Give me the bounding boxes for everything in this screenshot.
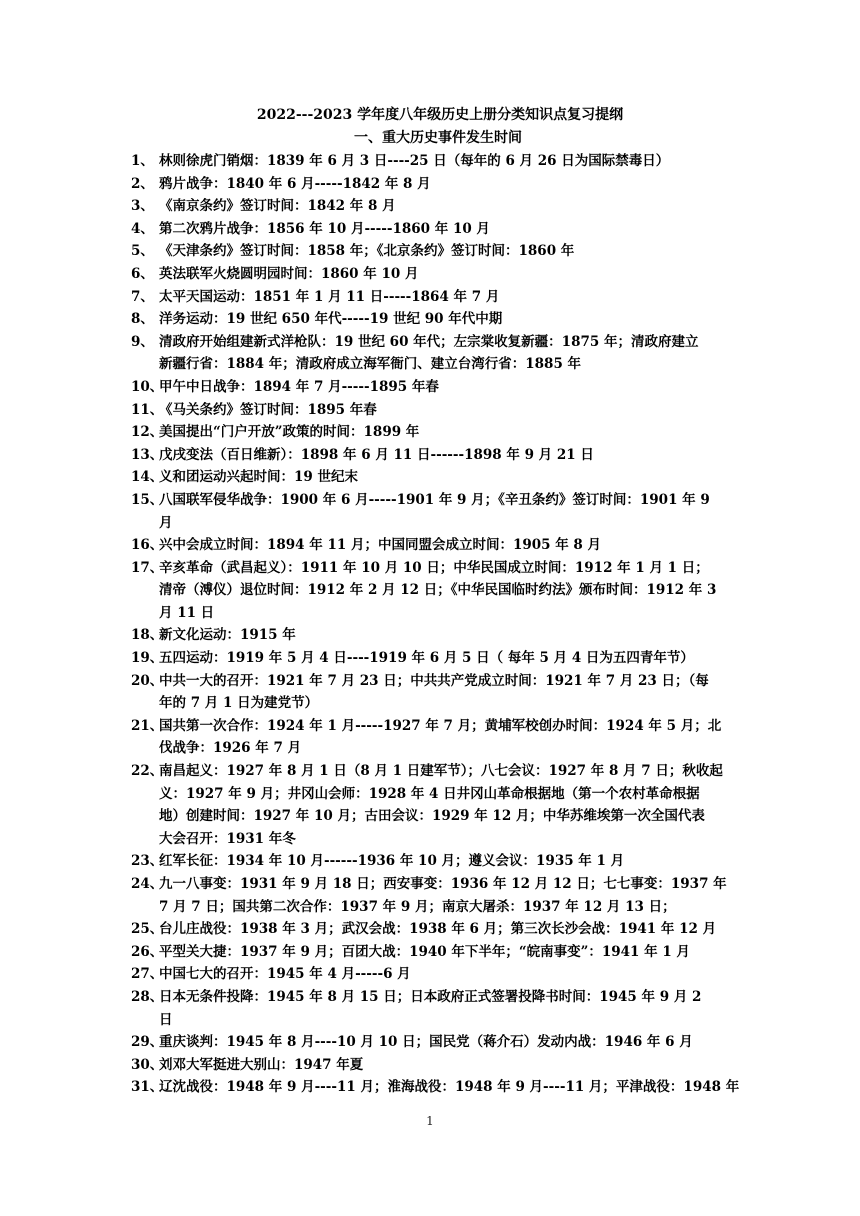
item-text: 林则徐虎门销烟：1839 年 6 月 3 日----25 日（每年的 6 月 26 日为国际禁毒日）	[159, 153, 670, 169]
item-number: 26、	[131, 943, 164, 960]
item-number: 31、	[131, 1079, 164, 1096]
item-text: 八国联军侵华战争：1900 年 6 月-----1901 年 9 月；《辛丑条约》签订时间：1901 年 9 月	[159, 491, 710, 531]
list-item	[131, 218, 741, 241]
list-item	[131, 941, 741, 964]
list-item	[131, 399, 741, 422]
item-number: 24、	[131, 876, 164, 892]
item-number: 12、	[131, 424, 164, 441]
item-text: 辽沈战役：1948 年 9 月----11 月；淮海战役：1948 年 9 月----11 月；平津战役：1948 年	[159, 1079, 740, 1096]
item-number: 11、	[131, 401, 164, 418]
item-text: 清政府开始组建新式洋枪队：19 世纪 60 年代；左宗棠收复新疆：1875 年；清政府建立 新疆行省：1884 年；清政府成立海军衙门、建立台湾行省：1885 年	[159, 333, 699, 373]
item-text: 义和团运动兴起时间：19 世纪末	[159, 469, 358, 486]
item-number: 13、	[131, 446, 164, 463]
item-number: 3、	[131, 198, 154, 215]
item-text: 国共第一次合作：1924 年 1 月-----1927 年 7 月；黄埔军校创办时间：1924 年 5 月；北 伐战争：1926 年 7 月	[159, 717, 722, 757]
item-text: 刘邓大军挺进大别山：1947 年夏	[159, 1056, 364, 1073]
list-item	[131, 376, 741, 399]
item-text: 中共一大的召开：1921 年 7 月 23 日；中共共产党成立时间：1921 年 7 月 23 日；（每 年的 7 月 1 日为建党节）	[159, 672, 709, 712]
list-item	[131, 850, 741, 873]
list-item	[131, 670, 741, 715]
list-item	[131, 986, 741, 1031]
item-text: 五四运动：1919 年 5 月 4 日----1919 年 6 月 5 日（ 每年 5 月 4 日为五四青年节）	[159, 650, 694, 667]
item-text: 兴中会成立时间：1894 年 11 月；中国同盟会成立时间：1905 年 8 月	[159, 537, 602, 554]
list-item	[131, 647, 741, 670]
item-number: 16、	[131, 537, 164, 554]
page-number: 1	[426, 1114, 434, 1128]
list-item	[131, 557, 741, 625]
list-item	[131, 240, 741, 263]
list-item	[131, 444, 741, 467]
item-number: 19、	[131, 650, 164, 667]
list-item	[131, 1054, 741, 1077]
list-item	[131, 308, 741, 331]
item-text: 南昌起义：1927 年 8 月 1 日（8 月 1 日建军节）；八七会议：1927 年 8 月 7 日；秋收起 义：1927 年 9 月；井冈山会师：1928 年 4 日井冈山革命根据地（第一个农村革命根据 地）创建时间：1927 年 10 月；古田会议：1929 年 12 月；中华苏维埃第一次全国代表 大会召开：1931 年冬	[159, 763, 723, 847]
item-text: 重庆谈判：1945 年 8 月----10 月 10 日；国民党（蒋介石）发动内战：1946 年 6 月	[159, 1034, 693, 1051]
item-number: 2、	[131, 175, 154, 192]
item-text: 太平天国运动：1851 年 1 月 11 日-----1864 年 7 月	[159, 288, 500, 305]
list-item	[131, 331, 741, 376]
item-number: 20、	[131, 672, 164, 689]
item-text: 辛亥革命（武昌起义）：1911 年 10 月 10 日；中华民国成立时间：1912 年 1 月 1 日； 清帝（溥仪）退位时间：1912 年 2 月 12 日；《中华民国临时约法》颁布时间：1912 年 3 月 11 日	[159, 559, 717, 621]
list-item	[131, 534, 741, 557]
list-item	[131, 195, 741, 218]
item-number: 30、	[131, 1056, 164, 1073]
list-item	[131, 760, 741, 850]
item-number: 10、	[131, 378, 164, 395]
event-list	[131, 150, 741, 1099]
list-item	[131, 466, 741, 489]
list-item	[131, 286, 741, 309]
item-number: 9、	[131, 333, 154, 350]
item-number: 21、	[131, 717, 164, 734]
item-text: 《天津条约》签订时间：1858 年；《北京条约》签订时间：1860 年	[159, 243, 575, 260]
list-item	[131, 624, 741, 647]
item-text: 《马关条约》签订时间：1895 年春	[159, 401, 377, 418]
item-text: 第二次鸦片战争：1856 年 10 月-----1860 年 10 月	[159, 220, 490, 237]
list-item	[131, 1031, 741, 1054]
item-number: 23、	[131, 853, 164, 870]
item-text: 戊戌变法（百日维新）：1898 年 6 月 11 日------1898 年 9 月 21 日	[159, 446, 594, 463]
item-number: 18、	[131, 627, 164, 644]
item-text: 《南京条约》签订时间：1842 年 8 月	[159, 198, 396, 215]
item-number: 14、	[131, 469, 164, 486]
list-item	[131, 263, 741, 286]
item-text: 中国七大的召开：1945 年 4 月-----6 月	[159, 966, 411, 983]
item-text: 鸦片战争：1840 年 6 月-----1842 年 8 月	[159, 175, 431, 192]
item-number: 1、	[131, 153, 154, 169]
item-text: 新文化运动：1915 年	[159, 627, 296, 644]
item-text: 美国提出“门户开放”政策的时间：1899 年	[159, 424, 420, 441]
list-item	[131, 918, 741, 941]
list-item	[131, 421, 741, 444]
list-item	[131, 715, 741, 760]
item-number: 27、	[131, 966, 164, 983]
item-text: 台儿庄战役：1938 年 3 月；武汉会战：1938 年 6 月；第三次长沙会战：1941 年 12 月	[159, 921, 717, 938]
item-number: 5、	[131, 243, 154, 260]
list-item	[131, 173, 741, 196]
item-text: 甲午中日战争：1894 年 7 月-----1895 年春	[159, 378, 439, 395]
list-item	[131, 1076, 741, 1099]
item-text: 英法联军火烧圆明园时间：1860 年 10 月	[159, 265, 419, 282]
section-heading: 一、重大历史事件发生时间	[354, 130, 522, 146]
list-item	[131, 873, 741, 918]
list-item	[131, 963, 741, 986]
item-text: 日本无条件投降：1945 年 8 月 15 日；日本政府正式签署投降书时间：1945 年 9 月 2 日	[159, 988, 702, 1028]
document-title: 2022---2023 学年度八年级历史上册分类知识点复习提纲	[256, 107, 624, 123]
item-number: 15、	[131, 491, 164, 508]
item-text: 红军长征：1934 年 10 月------1936 年 10 月；遵义会议：1935 年 1 月	[159, 853, 625, 870]
item-number: 29、	[131, 1034, 164, 1051]
list-item	[131, 150, 741, 173]
item-number: 7、	[131, 288, 154, 305]
item-number: 4、	[131, 220, 154, 237]
item-number: 22、	[131, 763, 164, 780]
item-text: 九一八事变：1931 年 9 月 18 日；西安事变：1936 年 12 月 12 日；七七事变：1937 年 7 月 7 日；国共第二次合作：1937 年 9 月；南京大屠杀：1937 年 12 月 13 日；	[159, 876, 727, 915]
item-text: 平型关大捷：1937 年 9 月；百团大战：1940 年下半年；“皖南事变”：1941 年 1 月	[159, 943, 690, 960]
item-number: 17、	[131, 559, 164, 576]
item-number: 25、	[131, 921, 164, 938]
item-text: 洋务运动：19 世纪 650 年代-----19 世纪 90 年代中期	[159, 311, 503, 328]
item-number: 6、	[131, 265, 154, 282]
item-number: 8、	[131, 311, 154, 328]
item-number: 28、	[131, 988, 164, 1005]
list-item	[131, 489, 741, 534]
